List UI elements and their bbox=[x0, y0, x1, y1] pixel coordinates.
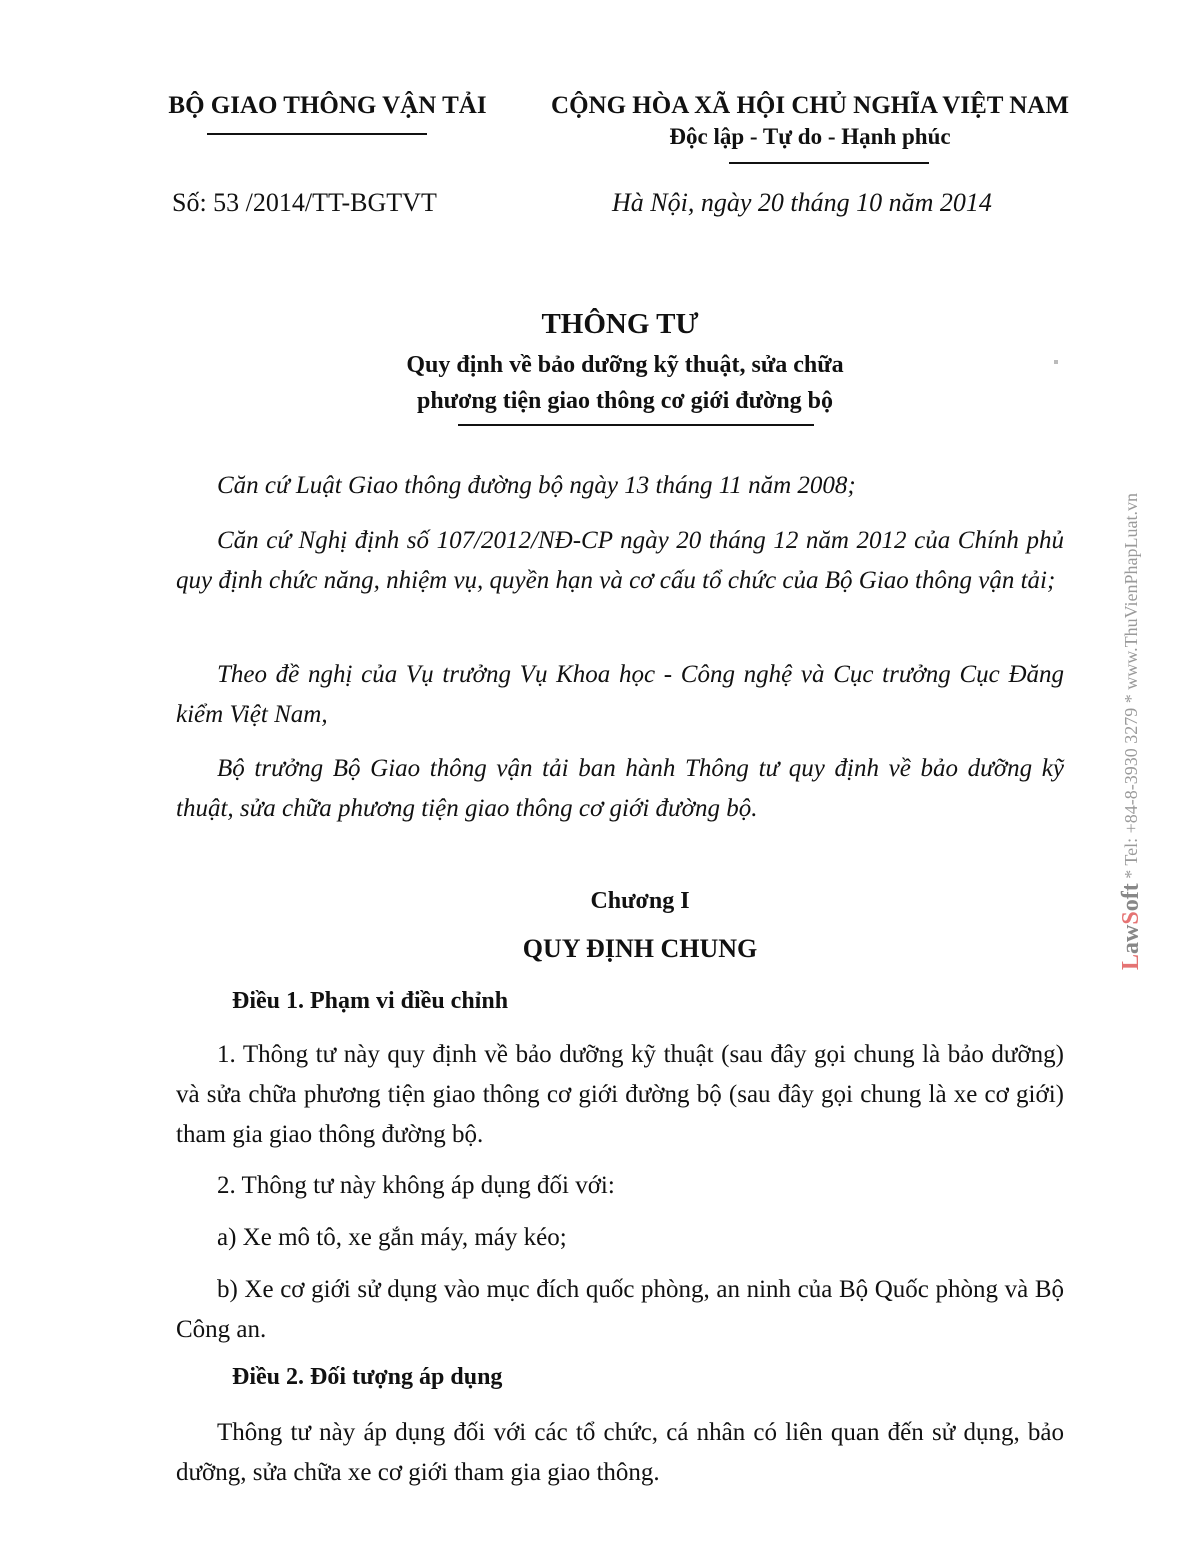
ministry-underline bbox=[207, 133, 427, 135]
preamble-paragraph: Căn cứ Luật Giao thông đường bộ ngày 13 tháng 11 năm 2008; bbox=[217, 472, 856, 499]
article-heading: Điều 2. Đối tượng áp dụng bbox=[232, 1364, 503, 1390]
chapter-title: QUY ĐỊNH CHUNG bbox=[522, 934, 758, 963]
document-type-title: THÔNG TƯ bbox=[541, 308, 699, 340]
country-name: CỘNG HÒA XÃ HỘI CHỦ NGHĨA VIỆT NAM bbox=[551, 92, 1069, 119]
document-subtitle-line-2: phương tiện giao thông cơ giới đường bộ bbox=[416, 388, 834, 414]
national-motto: Độc lập - Tự do - Hạnh phúc bbox=[669, 124, 951, 149]
lawsoft-watermark bbox=[1118, 290, 1148, 970]
article-paragraph: 1. Thông tư này quy định về bảo dưỡng kỹ thuật (sau đây gọi chung là bảo dưỡng) và sửa chữa phương tiện giao thông cơ giới đường bộ (sau đây gọi chung là xe cơ giới) tham gia giao thông đường bộ. bbox=[176, 1041, 1064, 1148]
preamble-paragraph: Bộ trưởng Bộ Giao thông vận tải ban hành Thông tư quy định về bảo dưỡng kỹ thuật, sửa chữa phương tiện giao thông cơ giới đường bộ. bbox=[176, 755, 1064, 822]
article-paragraph: b) Xe cơ giới sử dụng vào mục đích quốc phòng, an ninh của Bộ Quốc phòng và Bộ Công an. bbox=[176, 1276, 1064, 1343]
document-subtitle-line-1: Quy định về bảo dưỡng kỹ thuật, sửa chữa bbox=[406, 352, 844, 378]
article-paragraph: 2. Thông tư này không áp dụng đối với: bbox=[217, 1172, 615, 1199]
title-underline bbox=[458, 424, 814, 426]
watermark-contact: * Tel: +84-8-3930 3279 * www.ThuVienPhapLuat.vn bbox=[1121, 493, 1141, 884]
preamble-paragraph: Căn cứ Nghị định số 107/2012/NĐ-CP ngày 20 tháng 12 năm 2012 của Chính phủ quy định chức năng, nhiệm vụ, quyền hạn và cơ cấu tổ chức của Bộ Giao thông vận tải; bbox=[176, 527, 1064, 594]
scan-speck bbox=[1054, 360, 1058, 364]
watermark-brand: LawSoft bbox=[1118, 883, 1144, 970]
preamble-paragraph: Theo đề nghị của Vụ trưởng Vụ Khoa học - Công nghệ và Cục trưởng Cục Đăng kiểm Việt Nam, bbox=[176, 661, 1064, 728]
chapter-label: Chương I bbox=[590, 888, 690, 914]
motto-underline bbox=[729, 162, 929, 164]
place-and-date: Hà Nội, ngày 20 tháng 10 năm 2014 bbox=[612, 188, 992, 217]
article-paragraph: a) Xe mô tô, xe gắn máy, máy kéo; bbox=[217, 1224, 567, 1251]
article-heading: Điều 1. Phạm vi điều chỉnh bbox=[232, 988, 509, 1014]
document-number: Số: 53 /2014/TT-BGTVT bbox=[172, 188, 437, 217]
ministry-name: BỘ GIAO THÔNG VẬN TẢI bbox=[168, 92, 487, 119]
article-paragraph: Thông tư này áp dụng đối với các tổ chức, cá nhân có liên quan đến sử dụng, bảo dưỡng, sửa chữa xe cơ giới tham gia giao thông. bbox=[176, 1419, 1064, 1486]
